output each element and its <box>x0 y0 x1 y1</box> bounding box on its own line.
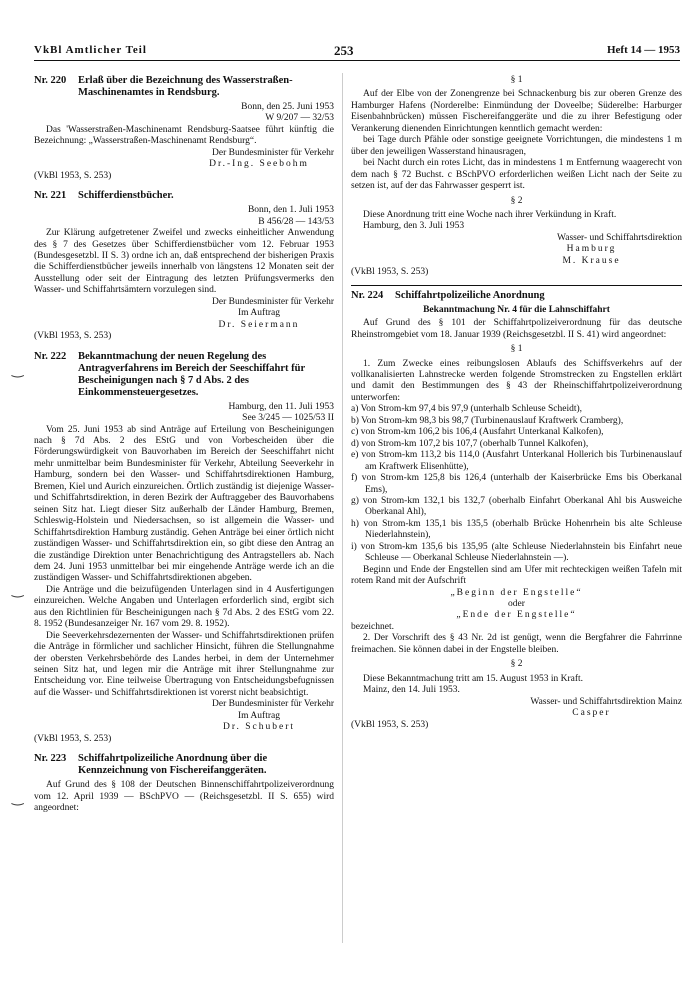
article-title: Schiffahrtpolizeiliche Anordnung <box>395 289 545 301</box>
signature-name: Dr.-Ing. Seebohm <box>209 159 309 170</box>
article-number: Nr. 221 <box>34 190 67 202</box>
list-item: c) von Strom-km 106,2 bis 106,4 (Ausfahrt Unterkanal Kalkofen), <box>351 427 604 438</box>
section-heading: § 1 <box>510 75 523 85</box>
column-divider <box>342 73 343 943</box>
article-220-heading <box>34 75 334 99</box>
signature-authority: Wasser- und Schiffahrtsdirektion Mainz <box>530 696 682 707</box>
article-text: bezeichnet. <box>351 621 394 632</box>
article-paragraph: Diese Bekanntmachung tritt am 15. August 1953 in Kraft. <box>363 673 584 684</box>
signature-im-auftrag: Im Auftrag <box>238 308 280 319</box>
article-paragraph: Auf Grund des § 108 der Deutschen Binnenschiffahrtpolizeiverordnung vom 12. April 1939 — BSchPVO — (Reichsgesetzbl. II S. 655) wird angeordnet: <box>34 780 334 814</box>
article-subtitle: Bekanntmachung Nr. 4 für die Lahnschiffahrt <box>423 304 610 315</box>
article-paragraph: bei Nacht durch ein rotes Licht, das in mindestens 1 m Entfernung waagerecht von dem nach § 72 Buchst. c BSchPVO erforderlichen weißen Licht nach der Seite zu setzen ist, auf der das Fahrwasser gesperrt ist. <box>351 158 682 192</box>
article-title: Erlaß über die Bezeichnung des Wasserstraßen-Maschinenamtes in Rendsburg. <box>78 75 293 98</box>
article-place-date: Bonn, den 1. Juli 1953 <box>247 205 334 216</box>
article-title: Bekanntmachung der neuen Regelung des Antragverfahrens im Bereich der Seeschiffahrt für Bescheinigungen nach § 7 d Abs. 2 des Einkommensteuergesetzes. <box>78 350 305 398</box>
sign-text-or: oder <box>508 599 525 610</box>
header-issue: Heft 14 — 1953 <box>606 44 680 56</box>
source-citation: (VkBl 1953, S. 253) <box>351 719 429 730</box>
article-paragraph: Beginn und Ende der Engstellen sind am Ufer mit rechteckigen weißen Tafeln mit rotem Rand mit der Aufschrift <box>351 564 682 587</box>
article-paragraph: Diese Anordnung tritt eine Woche nach ihrer Verkündung in Kraft. <box>363 209 617 220</box>
signature-im-auftrag: Im Auftrag <box>238 710 280 721</box>
list-item: d) von Strom-km 107,2 bis 107,7 (oberhalb Tunnel Kalkofen), <box>351 438 589 449</box>
article-title: Schifferdienstbücher. <box>78 190 174 202</box>
article-number: Nr. 220 <box>34 75 67 86</box>
sign-text-end: „Ende der Engstelle“ <box>456 610 577 621</box>
article-reference: B 456/28 — 143/53 <box>258 216 334 227</box>
list-item: b) Von Strom-km 98,3 bis 98,7 (Turbinenauslauf Kraftwerk Cramberg), <box>351 415 624 426</box>
source-citation: (VkBl 1953, S. 253) <box>34 331 112 342</box>
article-224-heading <box>351 290 682 302</box>
article-paragraph: bei Tage durch Pfähle oder sonstige geeignete Vorrichtungen, die mindestens 1 m über den jeweiligen Wasserstand hinausragen, <box>351 135 682 157</box>
article-reference: See 3/245 — 1025/53 II <box>242 413 334 424</box>
sign-text-begin: „Beginn der Engstelle“ <box>450 587 583 598</box>
article-paragraph: Vom 25. Juni 1953 ab sind Anträge auf Erteilung von Bescheinigungen nach § 7d Abs. 2 des EStG und von Vorbescheiden über die Förderungswürdigkeit von Bauvorhaben im Bereich der Seeschiffahrt nicht mehr unmittelbar beim Bundesminister für Verkehr, Abteilung Seeverkehr in Hamburg, sondern bei den Wasser- und Schiffahrtsdirektionen Hamburg, Bremen, Kiel und Aurich einzureichen. Örtlich zuständig ist diejenige Wasser- und Schiffahrtsdirektion, in deren Bezirk der Auftraggeber des Bauvorhabens seinen Sitz hat. Liegt dieser Sitz außerhalb der Länder Hamburg, Bremen, Schleswig-Holstein und Niedersachsen, so ist allgemein die Wasser- und Schiffahrtsdirektion Hamburg zuständig. Gehen Anträge bei einer örtlich nicht zuständigen Wasser- und Schiffahrtsdirektion ein, so gibt diese den Antrag an die zuständige Direktion unter Benachrichtigung des Antragstellers ab. Nach dem 24. Juni 1953 unmittelbar bei mir eingehende Anträge werde ich an die zuständigen Wasser- und Schiffahrtsdirektionen abgeben. <box>34 424 334 584</box>
source-citation: (VkBl 1953, S. 253) <box>34 733 112 744</box>
article-paragraph: Die Anträge und die beizufügenden Unterlagen sind in 4 Ausfertigungen einzureichen. Welche Angaben und Unterlagen erforderlich sind, ergibt sich aus den Richtlinien für Bescheinigungen nach § 7d Abs. 2 des EStG vom 22. 8. 1952 (Bundesanzeiger Nr. 167 vom 29. 8. 1952). <box>34 584 334 630</box>
list-item: i) von Strom-km 135,6 bis 135,95 (alte Schleuse Niederlahnstein bis Einfahrt neue Schleuse — Oberkanal Schleuse Niederlahnstein —). <box>351 541 682 564</box>
margin-mark: ‿ <box>12 583 24 598</box>
signature-name: Dr. Seiermann <box>218 319 300 330</box>
source-citation: (VkBl 1953, S. 253) <box>351 267 429 278</box>
margin-mark: ‿ <box>12 791 24 806</box>
list-item: f) von Strom-km 125,8 bis 126,4 (unterhalb der Kaiserbrücke Ems bis Oberkanal Ems), <box>351 473 682 495</box>
article-paragraph: Die Seeverkehrsdezernenten der Wasser- und Schiffahrtsdirektionen prüfen die Anträge in förmlicher und sachlicher Hinsicht, führen die Stellungnahme der obersten Verkehrsbehörde des Landes herbei, in dem der Unternehmer seinen Sitz hat, und legen mir die Anträge mit ihrer Stellungnahme zur Entscheidung vor. Eine teilweise Übertragung von Entscheidungsbefugnissen auf die Wasser- und Schiffahrtsdirektionen ist vorerst nicht beabsichtigt. <box>34 630 334 698</box>
signature-authority: Der Bundesminister für Verkehr <box>212 296 334 307</box>
page-header <box>34 42 680 61</box>
article-221-heading <box>34 190 334 202</box>
article-number: Nr. 224 <box>351 289 384 301</box>
article-reference: W 9/207 — 32/53 <box>265 113 334 124</box>
article-222-heading <box>34 351 334 399</box>
engstellen-list <box>351 404 682 564</box>
signature-authority: Wasser- und Schiffahrtsdirektion <box>557 232 682 243</box>
article-223-heading <box>34 753 334 777</box>
list-item: g) von Strom-km 132,1 bis 132,7 (oberhalb Einfahrt Oberkanal Ahl bis Ausweiche Oberkanal Ahl), <box>351 495 682 518</box>
left-column <box>34 73 334 815</box>
signature-name: Dr. Schubert <box>222 722 296 733</box>
header-journal-title: VkBl Amtlicher Teil <box>34 44 147 56</box>
section-heading: § 2 <box>510 659 523 670</box>
margin-mark: ‿ <box>12 363 24 378</box>
signature-authority: Der Bundesminister für Verkehr <box>212 699 334 710</box>
article-paragraph: 2. Der Vorschrift des § 43 Nr. 2d ist genügt, wenn die Bergfahrer die Fahrrinne freimachen. Sie können dabei in der Engstelle bleiben. <box>351 633 682 655</box>
list-item: h) von Strom-km 135,1 bis 135,5 (oberhalb Brücke Hohenrhein bis alte Schleuse Niederlahnstein), <box>351 518 682 541</box>
signature-authority-city: Hamburg <box>566 244 617 255</box>
article-paragraph: 1. Zum Zwecke eines reibungslosen Ablaufs des Schiffsverkehrs auf der vollkanalisierten Lahnstrecke werden folgende Stromstrecken zu Engstellen erklärt und damit den Bestimmungen des § 43 der Rheinschiffahrtpolizeiverordnung unterworfen: <box>351 358 682 403</box>
list-item: e) von Strom-km 113,2 bis 114,0 (Ausfahrt Unterkanal Hollerich bis Turbinenauslauf am Kraftwerk Elisenhütte), <box>351 450 682 472</box>
right-column <box>351 73 682 735</box>
article-place-date: Hamburg, den 3. Juli 1953 <box>363 221 465 232</box>
article-paragraph: Auf Grund des § 101 der Schiffahrtpolizeiverordnung für das deutsche Rheinstromgebiet vom 18. Januar 1939 (Reichsgesetzbl. II S. 41) wird angeordnet: <box>351 318 682 340</box>
source-citation: (VkBl 1953, S. 253) <box>34 170 112 181</box>
article-place-date: Bonn, den 25. Juni 1953 <box>241 102 334 112</box>
article-number: Nr. 223 <box>34 753 67 765</box>
article-body: Zur Klärung aufgetretener Zweifel und zwecks einheitlicher Anwendung des § 7 des Gesetzes über Schifferdienstbücher vom 12. Februar 1953 (Bundesgesetzbl. II S. 3) ordne ich an, daß entsprechend der bisherigen Praxis die Schifferdienstbücher jeweils innerhalb von längstens 12 Monaten seit der Ausstellung oder seit der Eintragung des letzten Prüfungsvermerks den Wasser- und Schiffahrtsämtern vorzulegen sind. <box>34 228 334 296</box>
signature-name: M. Krause <box>562 255 621 266</box>
article-paragraph: Auf der Elbe von der Zonengrenze bei Schnackenburg bis zur oberen Grenze des Hamburger Hafens (Norderelbe: Einmündung der Doveelbe; Süderelbe: Harburger Eisenbahnbrücken) müssen Fischereifanggeräte und die zu ihrer Befestigung oder Verankerung dienenden Einrichtungen kenntlich gemacht werden: <box>351 89 682 134</box>
article-place-date: Mainz, den 14. Juli 1953. <box>363 685 460 696</box>
article-place-date: Hamburg, den 11. Juli 1953 <box>228 401 334 412</box>
article-number: Nr. 222 <box>34 350 67 362</box>
article-title: Schiffahrtpolizeiliche Anordnung über die Kennzeichnung von Fischereifanggeräten. <box>78 753 268 777</box>
signature-name: Casper <box>572 708 611 719</box>
article-body: Das 'Wasserstraßen-Maschinenamt Rendsburg-Saatsee führt künftig die Bezeichnung: „Wasserstraßen-Maschinenamt Rendsburg“. <box>34 124 334 147</box>
signature-authority: Der Bundesminister für Verkehr <box>212 147 334 158</box>
article-separator <box>351 285 682 288</box>
header-page-number: 253 <box>334 43 354 58</box>
list-item: a) Von Strom-km 97,4 bis 97,9 (unterhalb Schleuse Scheidt), <box>351 404 583 415</box>
section-heading: § 2 <box>510 195 523 206</box>
section-heading: § 1 <box>510 344 523 355</box>
